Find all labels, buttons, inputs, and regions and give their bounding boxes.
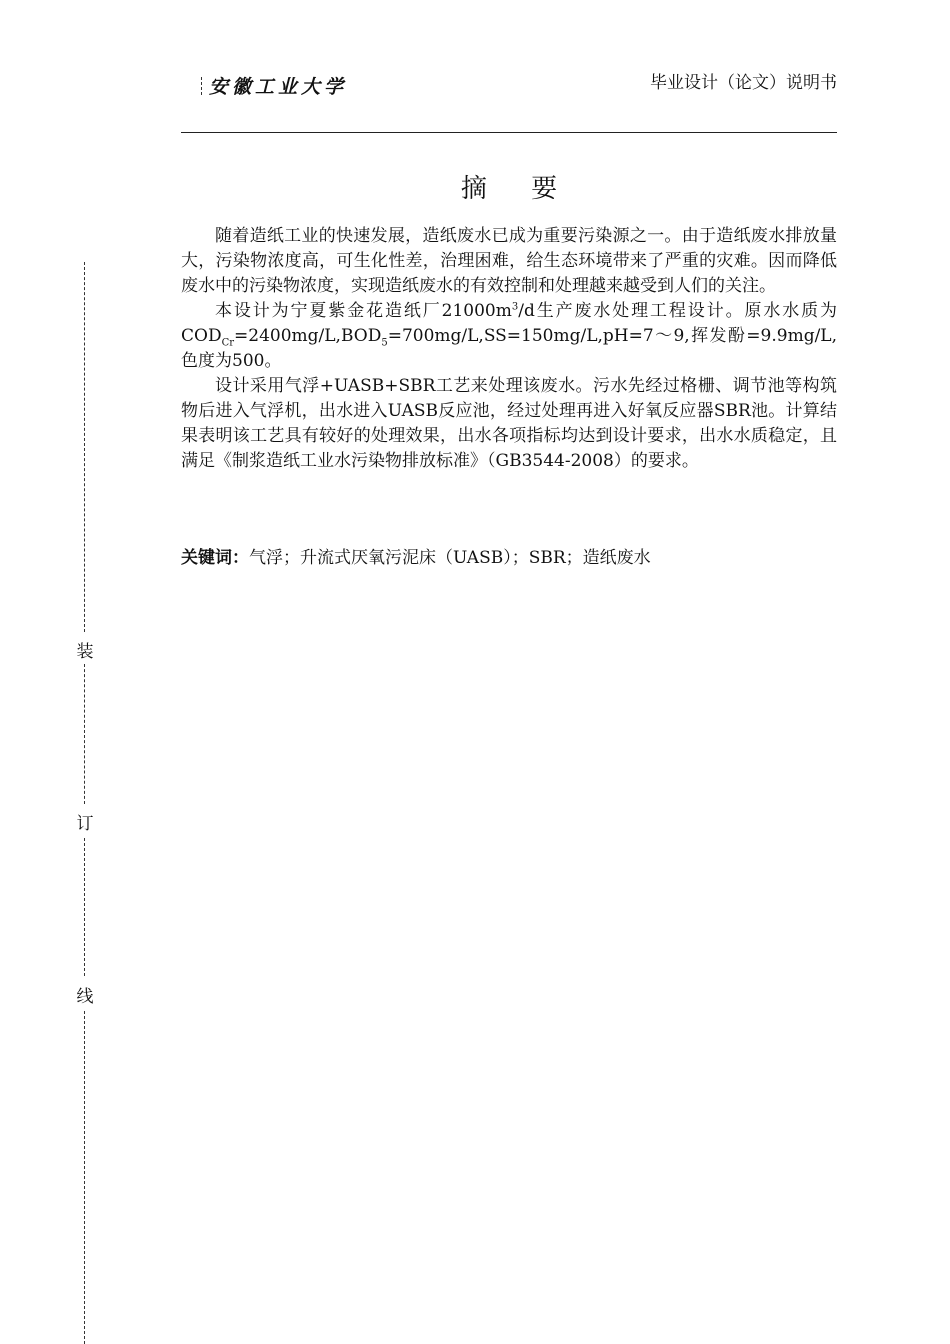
keywords xyxy=(181,546,837,571)
university-name: 安徽工业大学 xyxy=(209,76,348,98)
document-type: 毕业设计（论文）说明书 xyxy=(650,73,837,93)
abstract-paragraph-1: 随着造纸工业的快速发展，造纸废水已成为重要污染源之一。由于造纸废水排放量大，污染物浓度高，可生化性差，治理困难，给生态环境带来了严重的灾难。因而降低废水中的污染物浓度，实现造纸废水的有效控制和处理越来越受到人们的关注。 xyxy=(181,226,837,296)
binding-line-segment xyxy=(84,838,85,976)
abstract-paragraph-3: 设计采用气浮+UASB+SBR工艺来处理该废水。污水先经过格栅、调节池等构筑物后进入气浮机，出水进入UASB反应池，经过处理再进入好氧反应器SBR池。计算结果表明该工艺具有较好的处理效果，出水各项指标均达到设计要求，出水水质稳定，且满足《制浆造纸工业水污染物排放标准》（GB3544-2008）的要求。 xyxy=(181,376,837,471)
keywords-value: 气浮；升流式厌氧污泥床（UASB）；SBR；造纸废水 xyxy=(249,548,651,568)
page-header xyxy=(181,70,837,133)
binding-line-segment xyxy=(84,1011,85,1344)
abstract-body xyxy=(181,224,837,474)
binding-line-segment xyxy=(84,664,85,804)
abstract-title: 摘 要 xyxy=(460,174,576,204)
abstract-paragraph-2: 本设计为宁夏紫金花造纸厂$21000m^3/d$生产废水处理工程设计。原水水质为$COD_{Cr}=2400mg/L,BOD_5=700mg/L,SS=150mg/L,pH=7\sim 9$,挥发酚=9.9mg/L,色度为500。 xyxy=(181,301,838,371)
logo-divider xyxy=(201,77,203,95)
binding-line-segment xyxy=(84,262,85,632)
university-logo xyxy=(201,72,347,99)
binding-char-xian: 线 xyxy=(74,982,96,1007)
keywords-label: 关键词： xyxy=(181,548,249,568)
binding-char-ding: 订 xyxy=(74,809,96,834)
binding-char-zhuang: 装 xyxy=(74,637,96,662)
